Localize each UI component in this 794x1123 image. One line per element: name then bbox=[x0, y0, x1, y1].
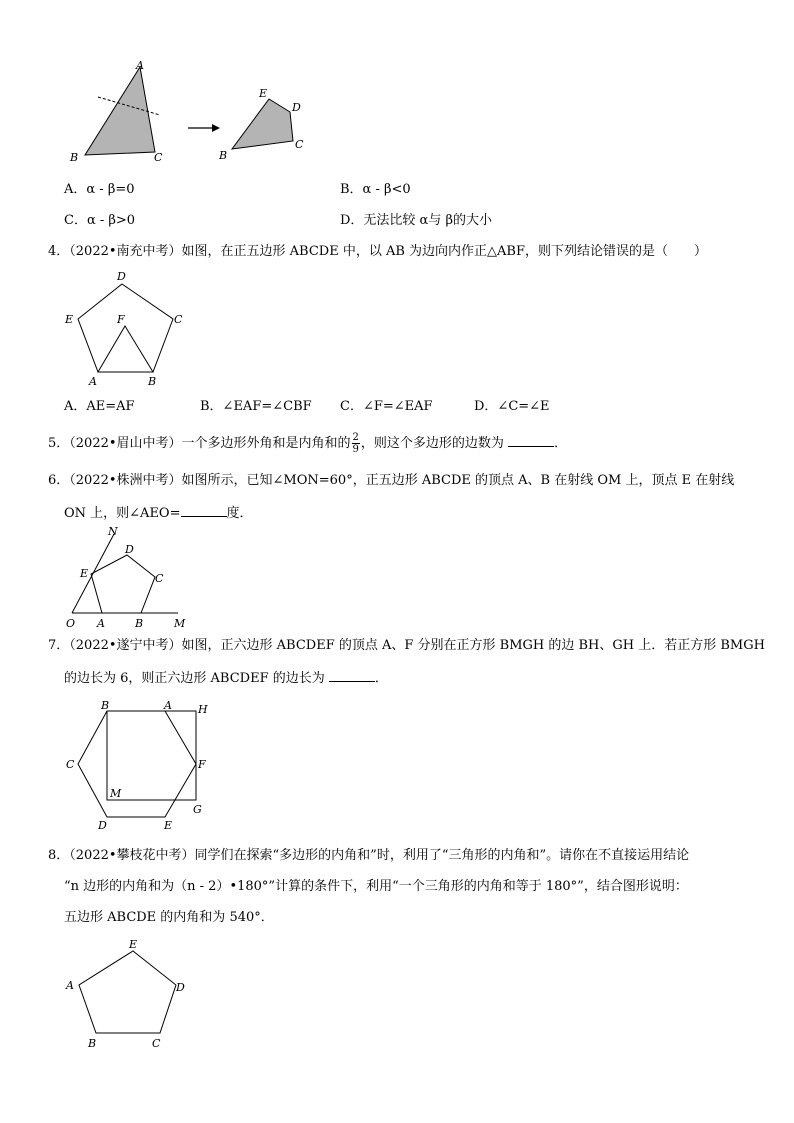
q4-label-a: A bbox=[89, 375, 97, 388]
q3-triangle bbox=[85, 67, 155, 155]
q6-label-c: C bbox=[155, 572, 164, 585]
q3-label-e: E bbox=[259, 87, 268, 100]
q7-label-g: G bbox=[193, 803, 202, 816]
q7-label-d: D bbox=[98, 819, 107, 832]
q3-label-b: B bbox=[70, 151, 79, 164]
q7-label-c: C bbox=[66, 758, 75, 771]
q7-line2 bbox=[64, 668, 388, 688]
q4-pentagon bbox=[78, 284, 173, 372]
q3-option-c[interactable]: C．α - β>0 bbox=[64, 213, 136, 228]
q4-triangle-abf bbox=[98, 326, 153, 372]
q7-label-a: A bbox=[164, 699, 172, 712]
q6-label-d: D bbox=[125, 543, 134, 556]
q3-arrowhead-icon bbox=[212, 124, 220, 132]
q3-label-c2: C bbox=[295, 138, 304, 151]
q8-line1: 8．（2022•攀枝花中考）同学们在探索“多边形的内角和”时，利用了“三角形的内角和”。请你在不直接运用结论 bbox=[48, 848, 690, 863]
q6-figure bbox=[60, 524, 200, 634]
q4-label-c: C bbox=[174, 313, 183, 326]
q4-label-e: E bbox=[65, 313, 74, 326]
q6-label-n: N bbox=[108, 525, 118, 538]
q8-line3: 五边形 ABCDE 的内角和为 540°． bbox=[64, 910, 274, 925]
q3-option-a[interactable]: A．α - β=0 bbox=[64, 182, 135, 197]
q8-line2: “n 边形的内角和为（n - 2）•180°”计算的条件下，利用“一个三角形的内角和等于 180°”，结合图形说明： bbox=[64, 879, 688, 894]
q6-text-before: ON 上，则∠AEO= bbox=[64, 506, 181, 521]
q3-figure bbox=[60, 55, 320, 170]
q7-line1: 7．（2022•遂宁中考）如图，正六边形 ABCDEF 的顶点 A、F 分别在正方形 BMGH 的边 BH、GH 上．若正方形 BMGH bbox=[48, 638, 765, 653]
q6-line2 bbox=[64, 503, 253, 523]
q5-text-before: 5．（2022•眉山中考）一个多边形外角和是内角和的 bbox=[48, 436, 351, 451]
q6-text-after: 度． bbox=[226, 506, 253, 521]
q4-label-b: B bbox=[148, 375, 157, 388]
q5-frac-den: 9 bbox=[352, 444, 359, 455]
q3-label-d: D bbox=[292, 101, 301, 114]
q6-label-e: E bbox=[80, 567, 89, 580]
q6-line1: 6．（2022•株洲中考）如图所示，已知∠MON=60°，正五边形 ABCDE 的顶点 A、B 在射线 OM 上，顶点 E 在射线 bbox=[48, 473, 735, 488]
q8-label-d: D bbox=[176, 981, 185, 994]
q4-figure bbox=[60, 266, 200, 391]
q7-text-after: ． bbox=[374, 671, 388, 686]
q5-answer-blank[interactable] bbox=[508, 433, 554, 447]
q6-label-b: B bbox=[135, 617, 144, 630]
q4-option-b[interactable]: B．∠EAF=∠CBF bbox=[200, 399, 312, 414]
q7-label-m: M bbox=[110, 787, 122, 800]
q7-label-h: H bbox=[198, 703, 208, 716]
q4-option-a[interactable]: A．AE=AF bbox=[64, 399, 135, 414]
q3-label-c: C bbox=[154, 151, 163, 164]
q3-label-b2: B bbox=[219, 149, 228, 162]
q6-pentagon bbox=[91, 555, 155, 613]
q3-label-a: A bbox=[136, 59, 144, 72]
q4-label-d: D bbox=[117, 270, 126, 283]
q3-quadrilateral bbox=[232, 99, 293, 149]
q4-label-f: F bbox=[117, 313, 125, 326]
q6-label-o: O bbox=[66, 617, 76, 630]
q6-label-m: M bbox=[174, 617, 186, 630]
q8-label-e: E bbox=[129, 938, 138, 951]
q4-option-d[interactable]: D．∠C=∠E bbox=[474, 399, 550, 414]
q7-label-b: B bbox=[101, 699, 110, 712]
q5-question bbox=[48, 432, 567, 455]
q4-question-text: 4．（2022•南充中考）如图，在正五边形 ABCDE 中，以 AB 为边向内作正△ABF，则下列结论错误的是（ ） bbox=[48, 244, 707, 259]
q3-option-d[interactable]: D．无法比较 α与 β的大小 bbox=[340, 213, 492, 228]
q5-text-end: ． bbox=[554, 436, 568, 451]
q8-figure bbox=[60, 935, 200, 1060]
q5-fraction bbox=[352, 432, 360, 455]
q7-label-e: E bbox=[164, 819, 173, 832]
q7-hexagon bbox=[78, 711, 196, 817]
q6-answer-blank[interactable] bbox=[181, 503, 227, 517]
q7-text-before: 的边长为 6，则正六边形 ABCDEF 的边长为 bbox=[64, 671, 325, 686]
q5-frac-num: 2 bbox=[352, 432, 359, 443]
q8-label-b: B bbox=[88, 1037, 97, 1050]
q4-option-c[interactable]: C．∠F=∠EAF bbox=[340, 399, 433, 414]
q7-answer-blank[interactable] bbox=[329, 668, 375, 682]
q7-figure bbox=[60, 697, 220, 835]
q8-label-c: C bbox=[152, 1037, 161, 1050]
q3-option-b[interactable]: B．α - β<0 bbox=[340, 182, 411, 197]
q7-label-f: F bbox=[198, 758, 206, 771]
q5-text-after: ，则这个多边形的边数为 bbox=[360, 436, 504, 451]
q8-label-a: A bbox=[66, 979, 74, 992]
q8-pentagon bbox=[79, 951, 176, 1033]
q6-label-a: A bbox=[97, 617, 105, 630]
